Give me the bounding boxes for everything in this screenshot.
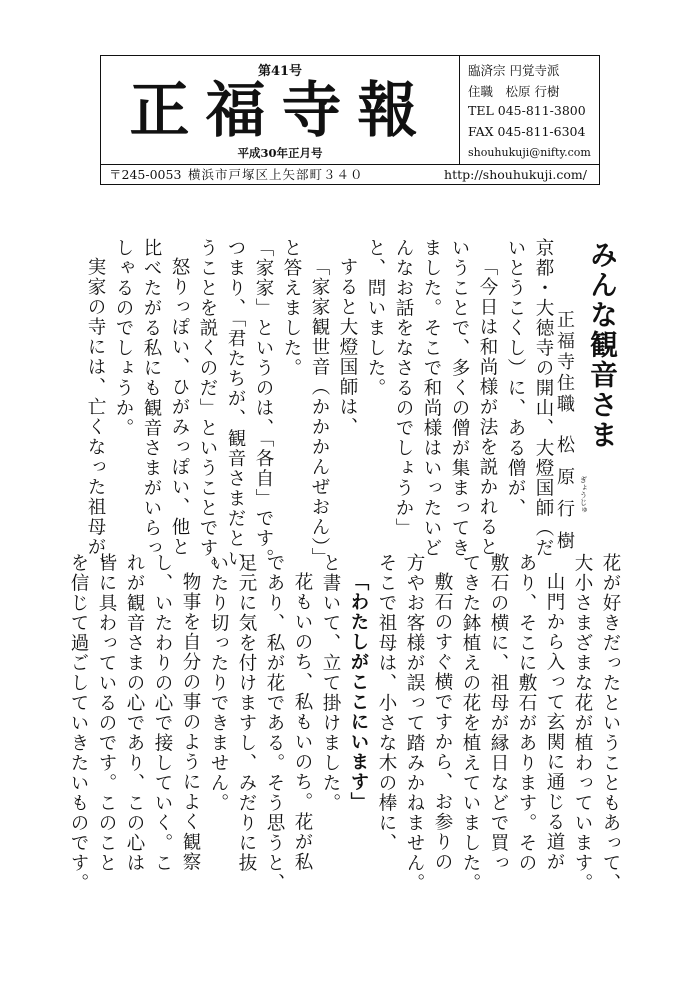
text-column: いうことで、多くの僧が集まってき [449,238,470,558]
priest-label: 住職 松原 行樹 [468,84,560,99]
text-column: しゃるのでしょうか。 [113,238,134,438]
text-column: そこで祖母は、小さな木の棒に、 [376,553,397,853]
text-column: と、問いました。 [365,238,386,398]
sect-label: 臨済宗 円覚寺派 [468,63,560,78]
text-column: ました。そこで和尚様はいったいど [421,238,442,558]
website-url: http://shouhukuji.com/ [444,167,587,182]
text-column: と書いて、立て掛けました。 [320,553,341,813]
issue-number: 第41号 [257,64,303,79]
text-column: うことを説くのだ」ということです。 [197,238,218,578]
sign-text-column: 「わたしがここにいます」 [348,572,369,812]
article-heading: みんな観音さま [586,240,619,450]
text-column: を信じて過ごしていきたいものです。 [68,553,89,893]
masthead-title-block [101,56,460,164]
fax: FAX 045-811-6304 [468,124,586,139]
text-column: 大小さまざまな花が植わっています。 [572,553,593,893]
text-column: 敷石の横に、祖母が縁日などで買っ [488,553,509,873]
name-ruby: ぎょうじゅ [579,476,588,514]
text-column: 比べたがる私にも観音さまがいらっ [141,238,162,558]
edition-label: 平成30年正月号 [237,146,323,160]
text-column: つまり、「君たちが、観音さまだとい [225,238,246,569]
text-column: れが観音さまの心であり、この心は [124,553,145,873]
telephone: TEL 045-811-3800 [468,103,586,118]
text-column: し、いたわりの心で接していく。こ [152,553,173,873]
text-column: と答えました。 [281,238,302,378]
text-column: 実家の寺には、亡くなった祖母が、 [85,257,106,577]
text-column: いたり切ったりできません。 [208,553,229,813]
text-column: んなお話をなさるのでしょうか」 [393,238,414,538]
text-column: 京都・大徳寺の開山、大燈国師（だ [533,238,554,558]
newsletter-title: 正福寺報 [129,76,434,146]
temple-info [461,56,599,164]
text-column: あり、そこに敷石があります。その [516,553,537,873]
address-bar [101,164,599,185]
text-column: 「家家観世音（かかかんぜおん）」 [309,257,330,568]
postal-code: 〒245-0053 [109,167,182,182]
text-column: 物事を自分の事のようによく観察 [180,572,201,872]
byline-name: 松原行樹 [554,435,575,563]
text-column: 皆に具わっているのです。このこと [96,553,117,873]
text-column: 「今日は和尚様が法を説かれると [477,257,498,557]
text-column: 敷石のすぐ横ですから、お参りの [432,572,453,872]
text-column: いとうこくし）に、ある僧が、 [505,238,526,518]
text-column: 怒りっぽい、ひがみっぽい、他と [169,257,190,557]
street-address: 横浜市戸塚区上矢部町３４０ [188,167,364,182]
text-column: 足元に気を付けますし、みだりに抜 [236,553,257,873]
byline-title: 正福寺住職 [554,310,575,415]
text-column: 「家家」というのは、「各自」です。 [253,238,274,569]
text-column: であり、私が花である。そう思うと、 [264,553,285,893]
masthead [100,55,600,185]
text-column: すると大燈国師は、 [337,257,358,437]
text-column: 方やお客様が誤って踏みかねません。 [404,553,425,893]
text-column: 花が好きだったということもあって、 [600,553,621,893]
text-column: 山門から入って玄関に通じる道が [544,572,565,872]
email-address: shouhukuji@nifty.com [468,146,591,159]
text-column: 花もいのち、私もいのち。花が私 [292,572,313,872]
text-column: てきた鉢植えの花を植えていました。 [460,553,481,893]
